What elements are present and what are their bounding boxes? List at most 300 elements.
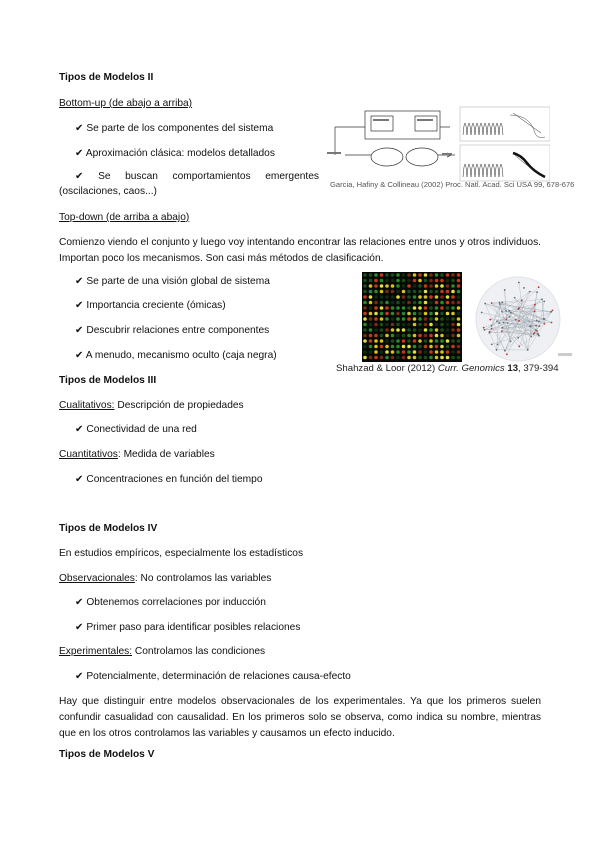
microarray-spot xyxy=(396,323,400,327)
microarray-spot xyxy=(380,328,384,332)
microarray-spot xyxy=(391,356,395,360)
microarray-spot xyxy=(446,306,450,310)
microarray-spot xyxy=(385,339,389,343)
microarray-spot xyxy=(457,356,461,360)
microarray-spot xyxy=(369,350,373,354)
microarray-spot xyxy=(451,273,455,277)
microarray-spot xyxy=(369,301,373,305)
microarray-spot xyxy=(418,312,422,316)
microarray-spot xyxy=(424,345,428,349)
network-node xyxy=(518,320,520,322)
observational-item-2: ✔ Primer paso para identificar posibles relaciones xyxy=(75,622,301,633)
microarray-spot xyxy=(363,290,367,294)
microarray-spot xyxy=(385,356,389,360)
microarray-spot xyxy=(396,356,400,360)
microarray-spot xyxy=(418,356,422,360)
microarray-spot xyxy=(424,356,428,360)
microarray-spot xyxy=(380,301,384,305)
microarray-spot xyxy=(396,301,400,305)
microarray-spot xyxy=(385,328,389,332)
microarray-spot xyxy=(435,334,439,338)
microarray-spot xyxy=(391,339,395,343)
microarray-spot xyxy=(424,290,428,294)
microarray-spot xyxy=(369,334,373,338)
network-node xyxy=(543,301,545,303)
microarray-spot xyxy=(402,328,406,332)
microarray-spot xyxy=(363,317,367,321)
caption-volume: 13 xyxy=(504,363,519,374)
microarray-spot xyxy=(435,290,439,294)
microarray-spot xyxy=(402,295,406,299)
quantitative-item-1: ✔ Concentraciones en función del tiempo xyxy=(75,474,263,485)
network-node xyxy=(536,330,538,332)
microarray-spot xyxy=(380,306,384,310)
microarray-spot xyxy=(391,279,395,283)
microarray-spot xyxy=(418,295,422,299)
microarray-spot xyxy=(363,279,367,283)
microarray-spot xyxy=(413,301,417,305)
figure-1-caption: Garcia, Hafiny & Collineau (2002) Proc. Natl. Acad. Sci USA 99, 678-676 xyxy=(330,180,575,189)
microarray-spot xyxy=(418,301,422,305)
network-node xyxy=(530,325,532,327)
microarray-spot xyxy=(457,317,461,321)
microarray-spot xyxy=(396,306,400,310)
microarray-spot xyxy=(385,295,389,299)
microarray-spot xyxy=(446,356,450,360)
network-graph-image xyxy=(474,275,574,363)
microarray-spot xyxy=(457,301,461,305)
microarray-spot xyxy=(435,301,439,305)
bottom-up-item-2: ✔ Aproximación clásica: modelos detallados xyxy=(75,148,275,159)
section-title-models-iv: Tipos de Modelos IV xyxy=(59,523,158,534)
microarray-spot xyxy=(424,284,428,288)
microarray-spot xyxy=(451,334,455,338)
microarray-spot xyxy=(363,339,367,343)
microarray-spot xyxy=(440,312,444,316)
microarray-spot xyxy=(380,284,384,288)
microarray-spot xyxy=(413,328,417,332)
microarray-spot xyxy=(418,339,422,343)
microarray-spot xyxy=(407,323,411,327)
microarray-spot xyxy=(402,301,406,305)
microarray-spot xyxy=(407,295,411,299)
microarray-spot xyxy=(363,306,367,310)
network-node xyxy=(523,287,525,289)
microarray-spot xyxy=(363,284,367,288)
microarray-spot xyxy=(429,301,433,305)
top-down-item-4: ✔ A menudo, mecanismo oculto (caja negra) xyxy=(75,350,277,361)
microarray-spot xyxy=(424,350,428,354)
top-down-item-2: ✔ Importancia creciente (ómicas) xyxy=(75,300,226,311)
microarray-spot xyxy=(396,284,400,288)
microarray-spot xyxy=(374,279,378,283)
microarray-spot xyxy=(440,295,444,299)
microarray-spot xyxy=(369,312,373,316)
experimental-text: Controlamos las condiciones xyxy=(132,646,266,657)
microarray-spot xyxy=(451,312,455,316)
microarray-spot xyxy=(451,290,455,294)
microarray-spot xyxy=(440,279,444,283)
microarray-spot xyxy=(429,328,433,332)
microarray-spot xyxy=(374,301,378,305)
microarray-spot xyxy=(413,350,417,354)
bottom-up-item-1: ✔ Se parte de los componentes del sistema xyxy=(75,123,274,134)
microarray-spot xyxy=(446,328,450,332)
microarray-spot xyxy=(369,279,373,283)
microarray-spot xyxy=(457,312,461,316)
network-node xyxy=(491,325,493,327)
microarray-spot xyxy=(380,317,384,321)
microarray-spot xyxy=(413,345,417,349)
microarray-spot xyxy=(435,273,439,277)
microarray-spot xyxy=(446,279,450,283)
network-node xyxy=(535,325,537,327)
network-node xyxy=(514,297,516,299)
microarray-spot xyxy=(424,334,428,338)
microarray-spot xyxy=(407,350,411,354)
caption-journal: Curr. Genomics xyxy=(437,363,505,374)
microarray-spot xyxy=(440,334,444,338)
network-node xyxy=(491,343,493,345)
microarray-spot xyxy=(418,290,422,294)
network-node xyxy=(518,307,520,309)
microarray-spot xyxy=(424,339,428,343)
microarray-spot xyxy=(435,284,439,288)
microarray-spot xyxy=(446,334,450,338)
network-node xyxy=(491,302,493,304)
network-node xyxy=(521,299,523,301)
microarray-spot xyxy=(391,323,395,327)
microarray-spot xyxy=(424,301,428,305)
network-node xyxy=(515,319,517,321)
microarray-spot xyxy=(402,339,406,343)
microarray-spot xyxy=(446,350,450,354)
empirical-intro: En estudios empíricos, especialmente los estadísticos xyxy=(59,548,304,559)
network-node xyxy=(530,335,532,337)
microarray-spot xyxy=(396,317,400,321)
microarray-spot xyxy=(380,356,384,360)
microarray-spot xyxy=(369,323,373,327)
microarray-spot xyxy=(418,273,422,277)
section-title-models-ii: Tipos de Modelos II xyxy=(59,72,154,83)
microarray-spot xyxy=(402,284,406,288)
microarray-spot xyxy=(407,290,411,294)
microarray-spot xyxy=(391,350,395,354)
microarray-spot xyxy=(429,284,433,288)
microarray-spot xyxy=(451,339,455,343)
microarray-spot xyxy=(424,317,428,321)
microarray-spot xyxy=(457,350,461,354)
microarray-spot xyxy=(380,290,384,294)
microarray-spot xyxy=(429,290,433,294)
microarray-spot xyxy=(391,306,395,310)
microarray-spot xyxy=(385,334,389,338)
top-down-paragraph: Comienzo viendo el conjunto y luego voy intentando encontrar las relaciones entre unos y otros individuos. Importan poco los mecanismos. Son casi más métodos de clasificación. xyxy=(59,237,541,264)
top-down-item-1: ✔ Se parte de una visión global de sistema xyxy=(75,276,270,287)
microarray-spot xyxy=(391,312,395,316)
microarray-spot xyxy=(391,301,395,305)
microarray-spot xyxy=(380,323,384,327)
microarray-spot xyxy=(429,317,433,321)
microarray-spot xyxy=(429,279,433,283)
microarray-spot xyxy=(385,350,389,354)
microarray-spot xyxy=(413,295,417,299)
microarray-spot xyxy=(369,345,373,349)
microarray-spot xyxy=(413,356,417,360)
microarray-spot xyxy=(402,306,406,310)
network-node xyxy=(506,319,508,321)
network-node xyxy=(502,322,504,324)
microarray-spot xyxy=(385,312,389,316)
network-node xyxy=(505,310,507,312)
network-node xyxy=(506,353,508,355)
microarray-spot xyxy=(407,356,411,360)
oscillator-circuit-figure xyxy=(325,105,550,185)
microarray-spot xyxy=(451,284,455,288)
microarray-spot xyxy=(407,273,411,277)
top-down-heading: Top-down (de arriba a abajo) xyxy=(59,212,190,223)
microarray-spot xyxy=(363,312,367,316)
microarray-spot xyxy=(435,295,439,299)
observational-label: Observacionales xyxy=(59,573,135,584)
network-node xyxy=(510,312,512,314)
network-node xyxy=(481,312,483,314)
microarray-spot xyxy=(435,317,439,321)
network-node xyxy=(518,282,520,284)
network-node xyxy=(484,329,486,331)
microarray-spot xyxy=(369,306,373,310)
microarray-spot xyxy=(407,339,411,343)
microarray-spot xyxy=(418,328,422,332)
network-node xyxy=(552,309,554,311)
microarray-spot xyxy=(446,339,450,343)
network-node xyxy=(529,291,531,293)
network-node xyxy=(501,301,503,303)
microarray-spot xyxy=(451,356,455,360)
microarray-spot xyxy=(435,279,439,283)
microarray-spot xyxy=(363,295,367,299)
microarray-spot xyxy=(418,306,422,310)
microarray-spot xyxy=(440,323,444,327)
microarray-spot xyxy=(402,290,406,294)
figure-2-caption xyxy=(336,363,559,374)
microarray-spot xyxy=(424,279,428,283)
network-node xyxy=(504,289,506,291)
microarray-spot xyxy=(363,356,367,360)
microarray-spot xyxy=(429,345,433,349)
observational-line xyxy=(59,573,271,584)
microarray-spot xyxy=(374,317,378,321)
microarray-spot xyxy=(385,306,389,310)
microarray-spot xyxy=(413,312,417,316)
microarray-spot xyxy=(424,273,428,277)
network-node xyxy=(483,327,485,329)
microarray-spot xyxy=(413,284,417,288)
microarray-spot xyxy=(391,317,395,321)
microarray-spot xyxy=(446,301,450,305)
microarray-spot xyxy=(446,317,450,321)
microarray-spot xyxy=(451,279,455,283)
microarray-spot xyxy=(407,317,411,321)
microarray-spot xyxy=(374,350,378,354)
microarray-spot xyxy=(396,273,400,277)
microarray-spot xyxy=(435,356,439,360)
bottom-up-item-3: ✔ Se buscan comportamientos emergentes xyxy=(75,171,319,182)
quantitative-label: Cuantitativos xyxy=(59,449,118,460)
microarray-spot xyxy=(440,345,444,349)
qualitative-label: Cualitativos: xyxy=(59,400,115,411)
microarray-spot xyxy=(369,295,373,299)
microarray-spot xyxy=(374,328,378,332)
network-node xyxy=(536,291,538,293)
microarray-spot xyxy=(440,356,444,360)
microarray-spot xyxy=(396,312,400,316)
microarray-spot xyxy=(446,284,450,288)
microarray-spot xyxy=(446,323,450,327)
qualitative-text: Descripción de propiedades xyxy=(114,400,244,411)
network-node xyxy=(499,322,501,324)
microarray-spot xyxy=(402,273,406,277)
microarray-spot xyxy=(363,273,367,277)
network-node xyxy=(509,316,511,318)
caption-authors: Shahzad & Loor (2012) xyxy=(336,363,438,374)
microarray-spot xyxy=(374,345,378,349)
microarray-spot xyxy=(457,290,461,294)
microarray-spot xyxy=(391,273,395,277)
microarray-spot xyxy=(457,334,461,338)
microarray-spot xyxy=(429,273,433,277)
microarray-spot xyxy=(374,312,378,316)
microarray-spot xyxy=(418,284,422,288)
network-node xyxy=(488,332,490,334)
microarray-spot xyxy=(451,295,455,299)
microarray-spot xyxy=(418,334,422,338)
network-node xyxy=(527,349,529,351)
microarray-spot xyxy=(413,334,417,338)
microarray-spot xyxy=(418,350,422,354)
microarray-spot xyxy=(385,279,389,283)
microarray-spot xyxy=(413,273,417,277)
network-node xyxy=(498,302,500,304)
microarray-spot xyxy=(424,328,428,332)
microarray-spot xyxy=(457,295,461,299)
microarray-spot xyxy=(396,345,400,349)
microarray-spot xyxy=(402,345,406,349)
experimental-line xyxy=(59,646,265,657)
microarray-spot xyxy=(380,312,384,316)
section-title-models-v: Tipos de Modelos V xyxy=(59,749,155,760)
microarray-spot xyxy=(429,356,433,360)
microarray-spot xyxy=(429,306,433,310)
microarray-spot xyxy=(429,323,433,327)
microarray-spot xyxy=(380,273,384,277)
network-node xyxy=(501,327,503,329)
experimental-label: Experimentales: xyxy=(59,646,133,657)
network-node xyxy=(551,322,553,324)
microarray-spot xyxy=(374,295,378,299)
microarray-spot xyxy=(391,345,395,349)
network-node xyxy=(504,350,506,352)
microarray-spot xyxy=(451,350,455,354)
microarray-spot xyxy=(435,328,439,332)
microarray-spot xyxy=(457,273,461,277)
microarray-spot xyxy=(363,301,367,305)
microarray-spot xyxy=(363,334,367,338)
microarray-spot xyxy=(457,284,461,288)
microarray-spot xyxy=(446,290,450,294)
microarray-spot xyxy=(440,284,444,288)
microarray-spot xyxy=(374,356,378,360)
microarray-spot xyxy=(369,290,373,294)
caption-pages: , 379-394 xyxy=(518,363,559,374)
models-comparison-paragraph: Hay que distinguir entre modelos observacionales de los experimentales. Ya que los primeros suelen confundir casualidad con causalidad. En los primeros solo se observa, como indica su nombre, mientras que en los otros controlamos las variables y causamos un efecto inducido. xyxy=(59,696,541,739)
microarray-spot xyxy=(457,279,461,283)
microarray-spot xyxy=(429,334,433,338)
network-node xyxy=(538,325,540,327)
microarray-spot xyxy=(451,301,455,305)
microarray-spot xyxy=(363,323,367,327)
microarray-spot xyxy=(457,345,461,349)
microarray-spot xyxy=(363,350,367,354)
microarray-spot xyxy=(374,323,378,327)
quantitative-text: : Medida de variables xyxy=(117,449,215,460)
observational-text: : No controlamos las variables xyxy=(134,573,272,584)
network-node xyxy=(501,311,503,313)
microarray-spot xyxy=(363,345,367,349)
network-node xyxy=(534,304,536,306)
microarray-spot xyxy=(396,339,400,343)
microarray-spot xyxy=(413,306,417,310)
microarray-spot xyxy=(457,306,461,310)
network-node xyxy=(496,349,498,351)
microarray-spot xyxy=(440,301,444,305)
microarray-spot xyxy=(402,356,406,360)
microarray-spot xyxy=(396,290,400,294)
microarray-spot xyxy=(424,306,428,310)
microarray-spot xyxy=(440,273,444,277)
microarray-spot xyxy=(369,273,373,277)
microarray-spot xyxy=(374,339,378,343)
microarray-spot xyxy=(369,317,373,321)
microarray-spot xyxy=(374,284,378,288)
bottom-up-heading: Bottom-up (de abajo a arriba) xyxy=(59,98,193,109)
microarray-spot xyxy=(435,306,439,310)
microarray-spot xyxy=(446,312,450,316)
network-node xyxy=(550,311,552,313)
microarray-spot xyxy=(369,328,373,332)
microarray-spot xyxy=(396,328,400,332)
network-node xyxy=(541,298,543,300)
microarray-spot xyxy=(446,295,450,299)
microarray-spot xyxy=(391,328,395,332)
microarray-spot xyxy=(385,345,389,349)
microarray-spot xyxy=(451,306,455,310)
microarray-spot xyxy=(418,345,422,349)
microarray-spot xyxy=(369,356,373,360)
microarray-spot xyxy=(380,350,384,354)
observational-item-1: ✔ Obtenemos correlaciones por inducción xyxy=(75,597,266,608)
microarray-spot xyxy=(407,328,411,332)
microarray-spot xyxy=(418,317,422,321)
microarray-spot xyxy=(380,334,384,338)
microarray-spot xyxy=(391,295,395,299)
microarray-spot xyxy=(457,339,461,343)
microarray-spot xyxy=(369,339,373,343)
network-node xyxy=(536,320,538,322)
microarray-spot xyxy=(440,290,444,294)
network-node xyxy=(517,337,519,339)
network-node xyxy=(538,321,540,323)
